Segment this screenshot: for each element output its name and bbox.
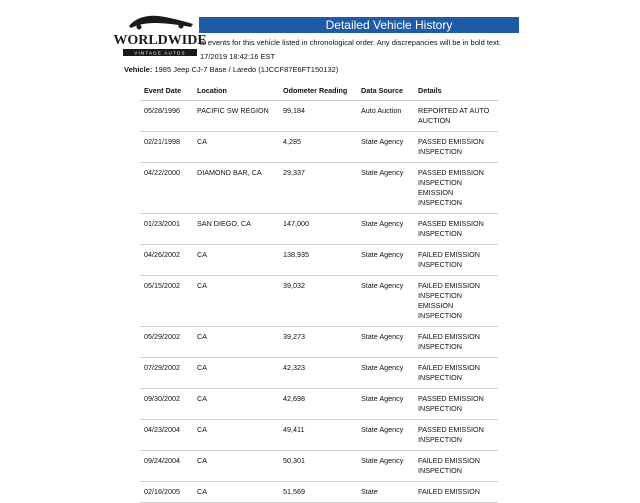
date-cell: 05/28/1996 xyxy=(140,101,193,132)
table-row xyxy=(140,245,498,276)
source-cell: State Agency xyxy=(357,451,414,482)
odometer-cell: 138,935 xyxy=(279,245,357,276)
source-cell: State Agency xyxy=(357,276,414,327)
report-date: 17/2019 18:42:16 EST xyxy=(200,52,276,61)
source-cell: State Agency xyxy=(357,358,414,389)
date-cell: 09/24/2004 xyxy=(140,451,193,482)
location-cell: CA xyxy=(193,482,279,503)
table-row xyxy=(140,132,498,163)
table-row xyxy=(140,451,498,482)
date-cell: 04/26/2002 xyxy=(140,245,193,276)
odometer-cell: 29,337 xyxy=(279,163,357,214)
location-cell: CA xyxy=(193,389,279,420)
vehicle-line xyxy=(124,65,338,74)
details-cell xyxy=(414,163,498,214)
logo-text: WORLDWIDE xyxy=(113,33,207,48)
location-cell: CA xyxy=(193,276,279,327)
details-cell xyxy=(414,276,498,327)
detail-line: FAILED EMISSION INSPECTION xyxy=(418,250,480,269)
source-cell: State Agency xyxy=(357,327,414,358)
detail-line: PASSED EMISSION INSPECTION xyxy=(418,425,484,444)
odometer-cell: 51,569 xyxy=(279,482,357,503)
location-cell: CA xyxy=(193,451,279,482)
table-row xyxy=(140,327,498,358)
details-cell xyxy=(414,245,498,276)
detail-line: FAILED EMISSION INSPECTION xyxy=(418,456,480,475)
date-cell: 07/29/2002 xyxy=(140,358,193,389)
detail-line: PASSED EMISSION INSPECTION xyxy=(418,219,484,238)
detail-line: FAILED EMISSION INSPECTION xyxy=(418,332,480,351)
source-cell: State Agency xyxy=(357,132,414,163)
detail-line: PASSED EMISSION INSPECTION xyxy=(418,137,484,156)
table-row xyxy=(140,482,498,503)
table-row xyxy=(140,420,498,451)
table-row xyxy=(140,101,498,132)
odometer-cell: 4,285 xyxy=(279,132,357,163)
date-cell: 04/22/2000 xyxy=(140,163,193,214)
header-row xyxy=(140,84,498,101)
date-cell: 05/29/2002 xyxy=(140,327,193,358)
col-data-source: Data Source xyxy=(357,84,414,101)
col-odometer: Odometer Reading xyxy=(279,84,357,101)
odometer-cell: 49,411 xyxy=(279,420,357,451)
details-cell xyxy=(414,451,498,482)
detail-line: REPORTED AT AUTO AUCTION xyxy=(418,106,490,125)
details-cell xyxy=(414,132,498,163)
col-event-date: Event Date xyxy=(140,84,193,101)
location-cell: CA xyxy=(193,245,279,276)
logo-subtext: VINTAGE AUTOS xyxy=(134,50,186,56)
odometer-cell: 50,301 xyxy=(279,451,357,482)
detail-line: EMISSION INSPECTION xyxy=(418,188,462,207)
detail-line: FAILED EMISSION INSPECTION xyxy=(418,363,480,382)
source-cell: State Agency xyxy=(357,420,414,451)
details-cell xyxy=(414,358,498,389)
date-cell: 01/23/2001 xyxy=(140,214,193,245)
date-cell: 05/15/2002 xyxy=(140,276,193,327)
details-cell xyxy=(414,389,498,420)
vehicle-label: Vehicle: xyxy=(124,65,153,74)
table-row xyxy=(140,163,498,214)
source-cell: State Agency xyxy=(357,389,414,420)
details-cell xyxy=(414,420,498,451)
intro-text: al events for this vehicle listed in chronological order. Any discrepancies will be in bold text. xyxy=(200,38,501,47)
date-cell: 02/21/1998 xyxy=(140,132,193,163)
vehicle-value: 1985 Jeep CJ-7 Base / Laredo (1JCCF87E6FT150132) xyxy=(154,65,339,74)
detail-line: PASSED EMISSION INSPECTION xyxy=(418,394,484,413)
details-cell xyxy=(414,482,498,503)
detail-line: FAILED EMISSION INSPECTION xyxy=(418,281,480,300)
odometer-cell: 147,000 xyxy=(279,214,357,245)
odometer-cell: 39,273 xyxy=(279,327,357,358)
table-row xyxy=(140,276,498,327)
odometer-cell: 42,698 xyxy=(279,389,357,420)
location-cell: DIAMOND BAR, CA xyxy=(193,163,279,214)
odometer-cell: 42,323 xyxy=(279,358,357,389)
details-cell xyxy=(414,214,498,245)
date-cell: 02/16/2005 xyxy=(140,482,193,503)
location-cell: CA xyxy=(193,420,279,451)
location-cell: PACIFIC SW REGION xyxy=(193,101,279,132)
detail-line: FAILED EMISSION xyxy=(418,487,480,496)
source-cell: State Agency xyxy=(357,163,414,214)
source-cell: State xyxy=(357,482,414,503)
odometer-cell: 99,184 xyxy=(279,101,357,132)
location-cell: CA xyxy=(193,358,279,389)
table-row xyxy=(140,214,498,245)
history-table xyxy=(140,84,498,503)
history-rows xyxy=(140,101,498,503)
source-cell: State Agency xyxy=(357,245,414,276)
location-cell: CA xyxy=(193,327,279,358)
detail-line: PASSED EMISSION INSPECTION xyxy=(418,168,484,187)
page-title: Detailed Vehicle History xyxy=(325,18,453,32)
detail-line: EMISSION INSPECTION xyxy=(418,301,462,320)
date-cell: 09/30/2002 xyxy=(140,389,193,420)
source-cell: State Agency xyxy=(357,214,414,245)
location-cell: CA xyxy=(193,132,279,163)
details-cell xyxy=(414,101,498,132)
col-details: Details xyxy=(414,84,498,101)
table-row xyxy=(140,389,498,420)
col-location: Location xyxy=(193,84,279,101)
source-cell: Auto Auction xyxy=(357,101,414,132)
odometer-cell: 39,032 xyxy=(279,276,357,327)
location-cell: SAN DIEGO, CA xyxy=(193,214,279,245)
date-cell: 04/23/2004 xyxy=(140,420,193,451)
details-cell xyxy=(414,327,498,358)
worldwide-logo xyxy=(113,12,207,62)
table-row xyxy=(140,358,498,389)
